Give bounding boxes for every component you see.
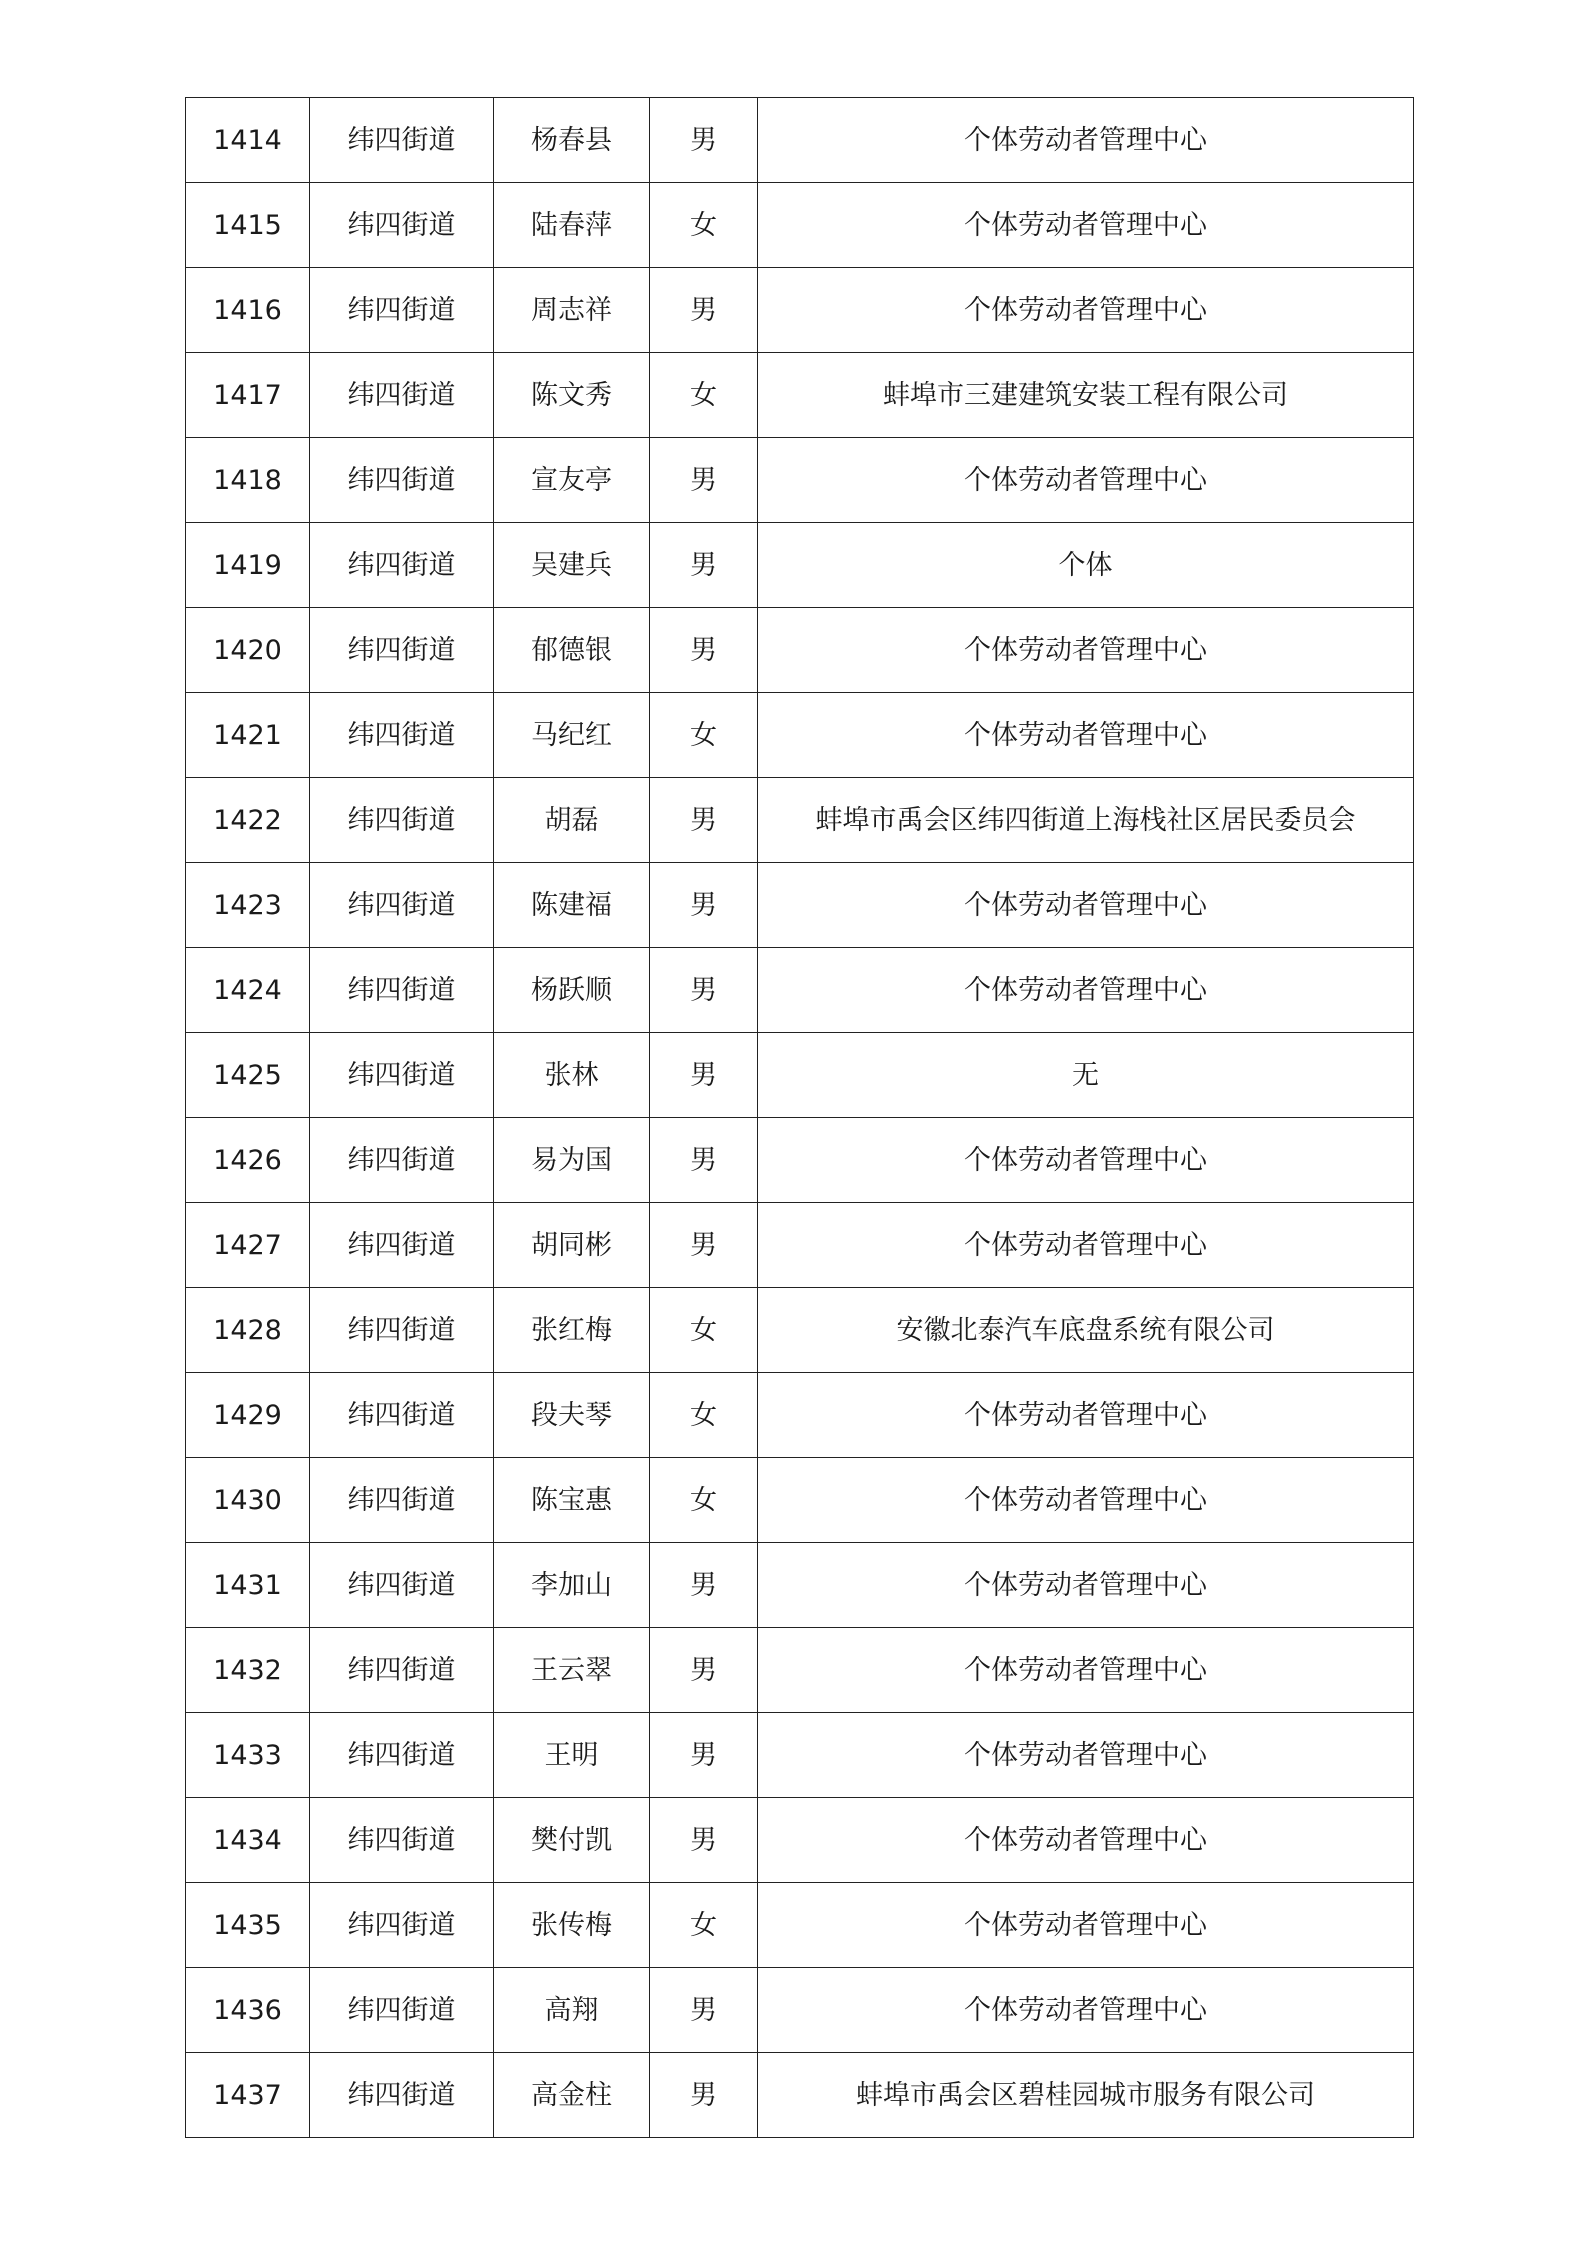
- street-cell: 纬四街道: [310, 523, 494, 608]
- name-cell: 张林: [494, 1033, 650, 1118]
- work-unit-cell: 个体劳动者管理中心: [758, 1883, 1414, 1968]
- name-cell: 吴建兵: [494, 523, 650, 608]
- work-unit-cell: 个体: [758, 523, 1414, 608]
- name-cell: 王云翠: [494, 1628, 650, 1713]
- street-cell: 纬四街道: [310, 268, 494, 353]
- work-unit-cell: 个体劳动者管理中心: [758, 948, 1414, 1033]
- work-unit-cell: 个体劳动者管理中心: [758, 1203, 1414, 1288]
- street-cell: 纬四街道: [310, 1373, 494, 1458]
- work-unit-cell: 个体劳动者管理中心: [758, 183, 1414, 268]
- row-number: 1430: [186, 1458, 310, 1543]
- row-number: 1436: [186, 1968, 310, 2053]
- table-row: [186, 1543, 1414, 1628]
- gender-cell: 女: [650, 1458, 758, 1543]
- street-cell: 纬四街道: [310, 1798, 494, 1883]
- table-row: [186, 98, 1414, 183]
- table-row: [186, 1373, 1414, 1458]
- table-row: [186, 1713, 1414, 1798]
- gender-cell: 男: [650, 1628, 758, 1713]
- gender-cell: 女: [650, 353, 758, 438]
- table-row: [186, 2053, 1414, 2138]
- street-cell: 纬四街道: [310, 1203, 494, 1288]
- work-unit-cell: 个体劳动者管理中心: [758, 1798, 1414, 1883]
- street-cell: 纬四街道: [310, 778, 494, 863]
- table-row: [186, 353, 1414, 438]
- street-cell: 纬四街道: [310, 1288, 494, 1373]
- name-cell: 张传梅: [494, 1883, 650, 1968]
- name-cell: 杨春县: [494, 98, 650, 183]
- name-cell: 陆春萍: [494, 183, 650, 268]
- table-row: [186, 948, 1414, 1033]
- gender-cell: 男: [650, 2053, 758, 2138]
- work-unit-cell: 蚌埠市三建建筑安装工程有限公司: [758, 353, 1414, 438]
- table-row: [186, 1033, 1414, 1118]
- work-unit-cell: 个体劳动者管理中心: [758, 1968, 1414, 2053]
- roster-table: [185, 97, 1414, 2138]
- name-cell: 李加山: [494, 1543, 650, 1628]
- row-number: 1431: [186, 1543, 310, 1628]
- gender-cell: 男: [650, 1033, 758, 1118]
- work-unit-cell: 蚌埠市禹会区纬四街道上海栈社区居民委员会: [758, 778, 1414, 863]
- gender-cell: 男: [650, 778, 758, 863]
- table-row: [186, 1288, 1414, 1373]
- table-row: [186, 863, 1414, 948]
- row-number: 1425: [186, 1033, 310, 1118]
- table-row: [186, 1628, 1414, 1713]
- street-cell: 纬四街道: [310, 1118, 494, 1203]
- street-cell: 纬四街道: [310, 2053, 494, 2138]
- work-unit-cell: 无: [758, 1033, 1414, 1118]
- gender-cell: 女: [650, 1883, 758, 1968]
- work-unit-cell: 个体劳动者管理中心: [758, 1713, 1414, 1798]
- table-row: [186, 1458, 1414, 1543]
- street-cell: 纬四街道: [310, 1883, 494, 1968]
- work-unit-cell: 个体劳动者管理中心: [758, 1543, 1414, 1628]
- work-unit-cell: 安徽北泰汽车底盘系统有限公司: [758, 1288, 1414, 1373]
- name-cell: 王明: [494, 1713, 650, 1798]
- street-cell: 纬四街道: [310, 353, 494, 438]
- row-number: 1434: [186, 1798, 310, 1883]
- table-row: [186, 268, 1414, 353]
- gender-cell: 女: [650, 693, 758, 778]
- work-unit-cell: 个体劳动者管理中心: [758, 268, 1414, 353]
- street-cell: 纬四街道: [310, 1713, 494, 1798]
- name-cell: 宣友亭: [494, 438, 650, 523]
- name-cell: 马纪红: [494, 693, 650, 778]
- row-number: 1415: [186, 183, 310, 268]
- row-number: 1435: [186, 1883, 310, 1968]
- gender-cell: 男: [650, 1118, 758, 1203]
- row-number: 1421: [186, 693, 310, 778]
- work-unit-cell: 个体劳动者管理中心: [758, 1373, 1414, 1458]
- street-cell: 纬四街道: [310, 1543, 494, 1628]
- table-row: [186, 1118, 1414, 1203]
- work-unit-cell: 个体劳动者管理中心: [758, 863, 1414, 948]
- name-cell: 胡同彬: [494, 1203, 650, 1288]
- work-unit-cell: 个体劳动者管理中心: [758, 608, 1414, 693]
- street-cell: 纬四街道: [310, 1033, 494, 1118]
- table-row: [186, 1968, 1414, 2053]
- row-number: 1433: [186, 1713, 310, 1798]
- work-unit-cell: 个体劳动者管理中心: [758, 1458, 1414, 1543]
- row-number: 1419: [186, 523, 310, 608]
- gender-cell: 男: [650, 438, 758, 523]
- table-row: [186, 1203, 1414, 1288]
- street-cell: 纬四街道: [310, 1628, 494, 1713]
- table-row: [186, 438, 1414, 523]
- gender-cell: 男: [650, 268, 758, 353]
- work-unit-cell: 个体劳动者管理中心: [758, 438, 1414, 523]
- table-row: [186, 778, 1414, 863]
- table-row: [186, 1883, 1414, 1968]
- row-number: 1428: [186, 1288, 310, 1373]
- row-number: 1429: [186, 1373, 310, 1458]
- row-number: 1422: [186, 778, 310, 863]
- street-cell: 纬四街道: [310, 608, 494, 693]
- name-cell: 陈文秀: [494, 353, 650, 438]
- row-number: 1417: [186, 353, 310, 438]
- name-cell: 高翔: [494, 1968, 650, 2053]
- street-cell: 纬四街道: [310, 438, 494, 523]
- gender-cell: 男: [650, 523, 758, 608]
- row-number: 1420: [186, 608, 310, 693]
- gender-cell: 男: [650, 948, 758, 1033]
- row-number: 1423: [186, 863, 310, 948]
- row-number: 1432: [186, 1628, 310, 1713]
- work-unit-cell: 个体劳动者管理中心: [758, 98, 1414, 183]
- name-cell: 段夫琴: [494, 1373, 650, 1458]
- name-cell: 陈建福: [494, 863, 650, 948]
- street-cell: 纬四街道: [310, 948, 494, 1033]
- gender-cell: 女: [650, 1288, 758, 1373]
- name-cell: 高金柱: [494, 2053, 650, 2138]
- row-number: 1418: [186, 438, 310, 523]
- name-cell: 胡磊: [494, 778, 650, 863]
- table-row: [186, 523, 1414, 608]
- name-cell: 陈宝惠: [494, 1458, 650, 1543]
- name-cell: 张红梅: [494, 1288, 650, 1373]
- street-cell: 纬四街道: [310, 98, 494, 183]
- gender-cell: 男: [650, 608, 758, 693]
- row-number: 1437: [186, 2053, 310, 2138]
- gender-cell: 男: [650, 863, 758, 948]
- street-cell: 纬四街道: [310, 183, 494, 268]
- row-number: 1414: [186, 98, 310, 183]
- row-number: 1416: [186, 268, 310, 353]
- street-cell: 纬四街道: [310, 1968, 494, 2053]
- work-unit-cell: 个体劳动者管理中心: [758, 693, 1414, 778]
- table-row: [186, 1798, 1414, 1883]
- gender-cell: 男: [650, 1968, 758, 2053]
- table-row: [186, 693, 1414, 778]
- gender-cell: 女: [650, 1373, 758, 1458]
- gender-cell: 男: [650, 98, 758, 183]
- work-unit-cell: 个体劳动者管理中心: [758, 1118, 1414, 1203]
- gender-cell: 男: [650, 1543, 758, 1628]
- gender-cell: 男: [650, 1203, 758, 1288]
- name-cell: 杨跃顺: [494, 948, 650, 1033]
- row-number: 1426: [186, 1118, 310, 1203]
- name-cell: 易为国: [494, 1118, 650, 1203]
- roster-table-body: [186, 98, 1414, 2138]
- gender-cell: 男: [650, 1798, 758, 1883]
- work-unit-cell: 蚌埠市禹会区碧桂园城市服务有限公司: [758, 2053, 1414, 2138]
- row-number: 1424: [186, 948, 310, 1033]
- name-cell: 郁德银: [494, 608, 650, 693]
- name-cell: 樊付凯: [494, 1798, 650, 1883]
- street-cell: 纬四街道: [310, 863, 494, 948]
- gender-cell: 女: [650, 183, 758, 268]
- name-cell: 周志祥: [494, 268, 650, 353]
- row-number: 1427: [186, 1203, 310, 1288]
- street-cell: 纬四街道: [310, 693, 494, 778]
- table-row: [186, 608, 1414, 693]
- table-row: [186, 183, 1414, 268]
- work-unit-cell: 个体劳动者管理中心: [758, 1628, 1414, 1713]
- gender-cell: 男: [650, 1713, 758, 1798]
- street-cell: 纬四街道: [310, 1458, 494, 1543]
